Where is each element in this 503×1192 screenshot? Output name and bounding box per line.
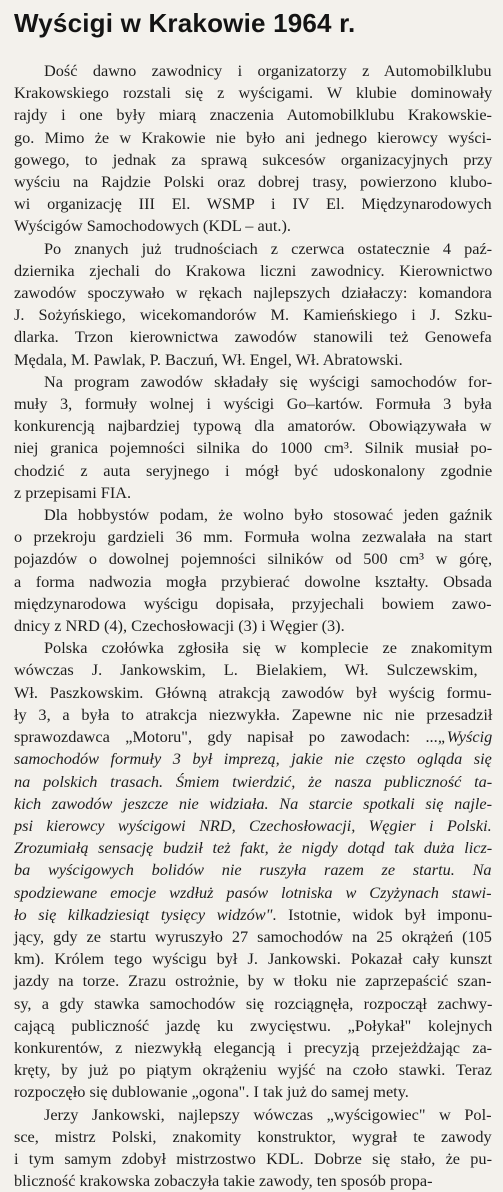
text-line: jący, gdy ze startu wyruszyło 27 samochodów na 25 okrążeń (105 (14, 926, 492, 946)
text-line: dlarka. Trzon kierownictwa zawodów stanowili też Genowefa (14, 327, 492, 347)
paragraph-6 (14, 1104, 492, 1192)
text-line: wówczas J. Jankowskim, L. Bielakiem, Wł. Sulczewskim, (14, 660, 478, 680)
paragraph-5 (14, 637, 492, 1103)
text-line: spodziewane emocje wzdłuż pasów lotniska w Czyżynach stawi- (14, 882, 492, 902)
text-line: muły 3, formuły wolnej i wyścigi Go–kartów. Formuła 3 była (14, 394, 492, 414)
text-line: Jerzy Jankowski, najlepszy wówczas „wyścigowiec" w Pol- (44, 1104, 492, 1124)
text-line: sy, a gdy stawka samochodów się rozciągnęła, rozpoczął zachwy- (14, 993, 493, 1013)
text-line: rajdy i one były miarą znaczenia Automobilklubu Krakowskie- (14, 105, 492, 125)
text-line: konkurencją najbardziej typową dla amatorów. Obowiązywała w (14, 416, 492, 436)
text-line: Mędala, M. Pawlak, P. Baczuń, Wł. Engel, Wł. Abratowski. (14, 349, 403, 369)
text-line: Krakowskiego rozstali się z wyścigami. W klubie dominowały (14, 83, 493, 103)
text-line: gowego, to jednak za sprawą sukcesów organizacyjnych przy (14, 149, 493, 169)
text-line: na polskich trasach. Śmiem twierdzić, że nasza publiczność ta- (14, 771, 493, 791)
paragraph-3 (14, 371, 492, 504)
text-line: kręty, by już po piątym okrążeniu wyjść na czoło stawki. Teraz (14, 1060, 492, 1080)
text-line: a forma nadwozia mogła przybierać dowolne kształty. Obsada (14, 571, 492, 591)
text-line: o przekroju gardzieli 36 mm. Formuła wolna zezwalała na start (14, 527, 493, 547)
text-line: samochodów formuły 3 był imprezą, jakie nie często ogląda się (14, 749, 492, 769)
text-line: Dla hobbystów podam, że wolno było stosować jeden gaźnik (44, 505, 493, 525)
text-line: ba wyścigowych bolidów nie ruszyła razem ze startu. Na (14, 860, 492, 880)
page-title: Wyścigi w Krakowie 1964 r. (14, 8, 356, 38)
article-body (14, 60, 492, 1192)
text-line: Po znanych już trudnościach z czerwca ostatecznie 4 paź- (44, 238, 493, 258)
text-line: rozpoczęło się dublowanie „ogona". I tak już do samej mety. (14, 1082, 409, 1102)
text-line: sce, mistrz Polski, znakomity konstruktor, wygrał te zawody (14, 1126, 492, 1146)
paragraph-1 (14, 60, 492, 238)
text-line: Zrozumiałą sensację budził też fakt, że nigdy dotąd tak duża licz- (14, 838, 493, 858)
text-line: kich zawodów jeszcze nie widziała. Na starcie spotkali się najle- (14, 793, 493, 813)
text-line: jazdy na torze. Zrazu ostrożnie, by w tłoku nie zaprzepaścić szan- (14, 971, 492, 991)
text-line: międzynarodowa wyścigu dopisała, przyjechali bowiem zawo- (14, 593, 492, 613)
text-line: zawodów spoczywało w rękach najlepszych działaczy: komandora (14, 283, 492, 303)
text-line: Na program zawodów składały się wyścigi samochodów for- (44, 371, 493, 391)
text-line: Wł. Paszkowskim. Główną atrakcją zawodów był wyścig formu- (14, 682, 492, 702)
text-line: i tym samym zdobył mistrzostwo KDL. Dobrze się stało, że pu- (14, 1148, 492, 1168)
text-line: z przepisami FIA. (14, 482, 132, 502)
paragraph-4 (14, 504, 492, 637)
text-line: Dość dawno zawodnicy i organizatorzy z Automobilklubu (44, 61, 492, 80)
text-line: cającą publiczność jazdę ku zwycięstwu. „Połykał" kolejnych (14, 1015, 493, 1035)
text-line: konkurentów, z niezwykłą elegancją i precyzją przejeżdżając za- (14, 1037, 493, 1057)
text-line: J. Sożyńskiego, wicekomandorów M. Kamieńskiego i J. Szku- (14, 305, 493, 325)
text-line: psi kierowcy wyścigowi NRD, Czechosłowacji, Węgier i Polski. (14, 815, 492, 835)
text-line: wyściu na Rajdzie Polski oraz dobrej trasy, powierzono klubo- (14, 172, 493, 192)
text-line: ły 3, a była to atrakcja niezwykła. Zapewne nic nie przesadził (14, 704, 493, 724)
text-line: Polska czołówka zgłosiła się w komplecie ze znakomitym (44, 638, 493, 658)
text-line: go. Mimo że w Krakowie nie było ani jednego kierowcy wyści- (14, 127, 492, 147)
text-line: sprawozdawca „Motoru", gdy napisał po zawodach: ...„Wyścig (14, 727, 493, 747)
text-line: niej granica pojemności silnika do 1000 cm³. Silnik musiał po- (14, 438, 493, 458)
text-line: dnicy z NRD (4), Czechosłowacji (3) i Węgier (3). (14, 616, 345, 636)
text-line: Wyścigów Samochodowych (KDL – aut.). (14, 216, 291, 236)
text-line: chodzić z auta seryjnego i mógł być udoskonalony zgodnie (14, 460, 493, 480)
text-line: wi organizację III El. WSMP i IV El. Międzynarodowych (14, 194, 492, 214)
text-line: pojazdów o dowolnej pojemności silników od 500 cm³ w górę, (14, 549, 493, 569)
text-line: bliczność krakowska zobaczyła takie zawody, ten sposób propa- (14, 1171, 433, 1191)
text-line: dziernika zjechali do Krakowa liczni zawodnicy. Kierownictwo (14, 260, 493, 280)
paragraph-2 (14, 238, 492, 371)
text-line: ło się kilkadziesiąt tysięcy widzów". Istotnie, widok był imponu- (14, 904, 493, 924)
text-line: km). Królem tego wyścigu był J. Jankowski. Pokazał cały kunszt (14, 949, 493, 969)
